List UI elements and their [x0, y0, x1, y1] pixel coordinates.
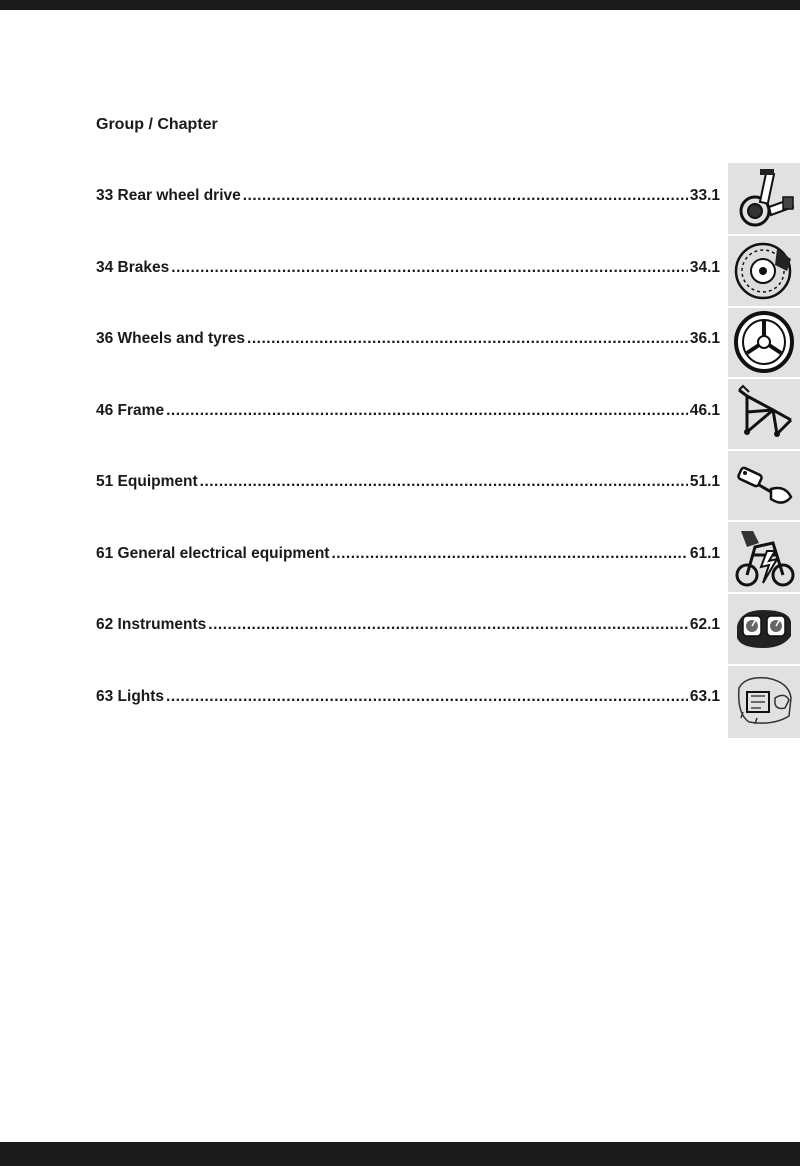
tab-lights[interactable] [728, 665, 800, 735]
toc-row-63[interactable] [96, 688, 720, 712]
toc-title: 34 Brakes [96, 259, 170, 276]
toc-page-number: 62.1 [689, 616, 720, 633]
toc-leader [247, 330, 688, 348]
electrical-icon [733, 525, 795, 589]
toc-title: 51 Equipment [96, 473, 198, 490]
toc-page-number: 63.1 [689, 688, 720, 705]
toc-leader [243, 187, 688, 205]
toc-leader [166, 688, 688, 706]
toc-page-number: 33.1 [689, 187, 720, 204]
toc-leader [200, 473, 688, 491]
toc-leader [171, 259, 688, 277]
brake-disc-icon [733, 239, 795, 303]
toc-row-62[interactable] [96, 616, 720, 640]
toc-title: 36 Wheels and tyres [96, 330, 246, 347]
tab-general-electrical-equipment[interactable] [728, 522, 800, 592]
instruments-icon [733, 596, 795, 660]
toc-row-34[interactable] [96, 259, 720, 283]
tab-brakes[interactable] [728, 236, 800, 306]
tab-rear-wheel-drive[interactable] [728, 164, 800, 234]
toc-page-number: 34.1 [689, 259, 720, 276]
toc-page-number: 46.1 [689, 402, 720, 419]
rear-wheel-drive-icon [733, 167, 795, 231]
bottom-bar [0, 1142, 800, 1166]
toc-page-number: 36.1 [689, 330, 720, 347]
toc-row-36[interactable] [96, 330, 720, 354]
toc-page-number: 61.1 [689, 545, 720, 562]
page-heading: Group / Chapter [96, 116, 218, 133]
tab-wheels-and-tyres[interactable] [728, 307, 800, 377]
toc-title: 63 Lights [96, 688, 165, 705]
toc-title: 33 Rear wheel drive [96, 187, 241, 204]
tab-instruments[interactable] [728, 593, 800, 663]
toc-title: 61 General electrical equipment [96, 545, 330, 562]
equipment-icon [733, 453, 795, 517]
tab-equipment[interactable] [728, 450, 800, 520]
toc-row-46[interactable] [96, 402, 720, 426]
toc-page-number: 51.1 [689, 473, 720, 490]
toc-row-33[interactable] [96, 187, 720, 211]
toc-leader [166, 402, 688, 420]
lights-icon [733, 668, 795, 732]
toc-row-51[interactable] [96, 473, 720, 497]
wheel-icon [733, 310, 795, 374]
top-bar [0, 0, 800, 10]
toc-title: 46 Frame [96, 402, 165, 419]
toc-leader [331, 545, 687, 563]
frame-icon [733, 382, 795, 446]
toc-row-61[interactable] [96, 545, 720, 569]
tab-frame[interactable] [728, 379, 800, 449]
toc-leader [208, 616, 688, 634]
toc-title: 62 Instruments [96, 616, 207, 633]
